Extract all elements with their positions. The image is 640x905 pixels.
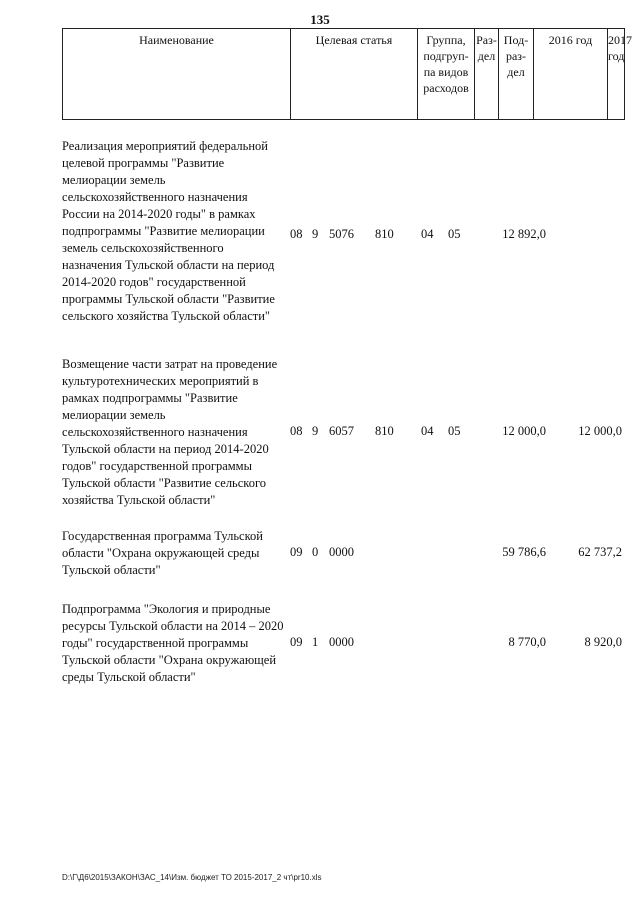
row-name: Подпрограмма "Экология и природные ресурсы Тульской области на 2014 – 2020 годы" государственной программы Тульской области "Охрана окружающей среды Тульской области" bbox=[62, 602, 284, 684]
section-code: 04 bbox=[421, 227, 434, 241]
expense-group: 810 bbox=[375, 424, 394, 438]
amount-2016: 12 892,0 bbox=[502, 227, 546, 241]
target-code-part2: 9 bbox=[312, 424, 319, 438]
page-number: 135 bbox=[310, 12, 330, 27]
target-code-part1: 09 bbox=[290, 545, 303, 559]
header-subsection: Под-раз-дел bbox=[499, 29, 534, 119]
amount-2016: 12 000,0 bbox=[502, 424, 546, 438]
target-code-part3: 0000 bbox=[329, 545, 354, 559]
header-year-2017: 2017 год bbox=[608, 33, 632, 63]
amount-2017: 8 920,0 bbox=[584, 635, 622, 649]
target-code-part3: 6057 bbox=[329, 424, 354, 438]
target-code-part3: 5076 bbox=[329, 227, 354, 241]
file-path-footer: D:\Г\Д6\2015\ЗАКОН\ЗАС_14\Изм. бюджет ТО 2015-2017_2 чт\pr10.xls bbox=[62, 873, 322, 882]
row-name: Возмещение части затрат на проведение культуротехнических мероприятий в рамках подпрограммы "Развитие мелиорации земель сельскохозяйственного назначения Тульской области на период 2014-2020 годов" государственной программы Тульской области "Развитие сельского хозяйства Тульской области" bbox=[62, 357, 278, 507]
target-code-part1: 08 bbox=[290, 424, 303, 438]
header-expense-group: Группа, подгруп-па видов расходов bbox=[418, 29, 475, 119]
target-code-part2: 9 bbox=[312, 227, 319, 241]
subsection-code: 05 bbox=[448, 227, 461, 241]
amount-2016: 8 770,0 bbox=[508, 635, 546, 649]
header-section: Раз-дел bbox=[475, 29, 499, 119]
row-name: Государственная программа Тульской области "Охрана окружающей среды Тульской области" bbox=[62, 529, 263, 577]
target-code-part3: 0000 bbox=[329, 635, 354, 649]
header-year-2016: 2016 год bbox=[534, 29, 608, 119]
header-target-article: Целевая статья bbox=[291, 29, 418, 119]
target-code-part1: 08 bbox=[290, 227, 303, 241]
amount-2016: 59 786,6 bbox=[502, 545, 546, 559]
subsection-code: 05 bbox=[448, 424, 461, 438]
table-header bbox=[62, 28, 632, 120]
expense-group: 810 bbox=[375, 227, 394, 241]
header-name: Наименование bbox=[63, 29, 291, 119]
amount-2017: 62 737,2 bbox=[578, 545, 622, 559]
target-code-part1: 09 bbox=[290, 635, 303, 649]
target-code-part2: 1 bbox=[312, 635, 319, 649]
section-code: 04 bbox=[421, 424, 434, 438]
row-name: Реализация мероприятий федеральной целевой программы "Развитие мелиорации земель сельскохозяйственного назначения России на 2014-2020 годы" в рамках подпрограммы "Развитие мелиорации земель сельскохозяйственного назначения Тульской области на период 2014-2020 годов" государственной программы Тульской области "Развитие сельского хозяйства Тульской области" bbox=[62, 139, 275, 323]
amount-2017: 12 000,0 bbox=[578, 424, 622, 438]
target-code-part2: 0 bbox=[312, 545, 319, 559]
